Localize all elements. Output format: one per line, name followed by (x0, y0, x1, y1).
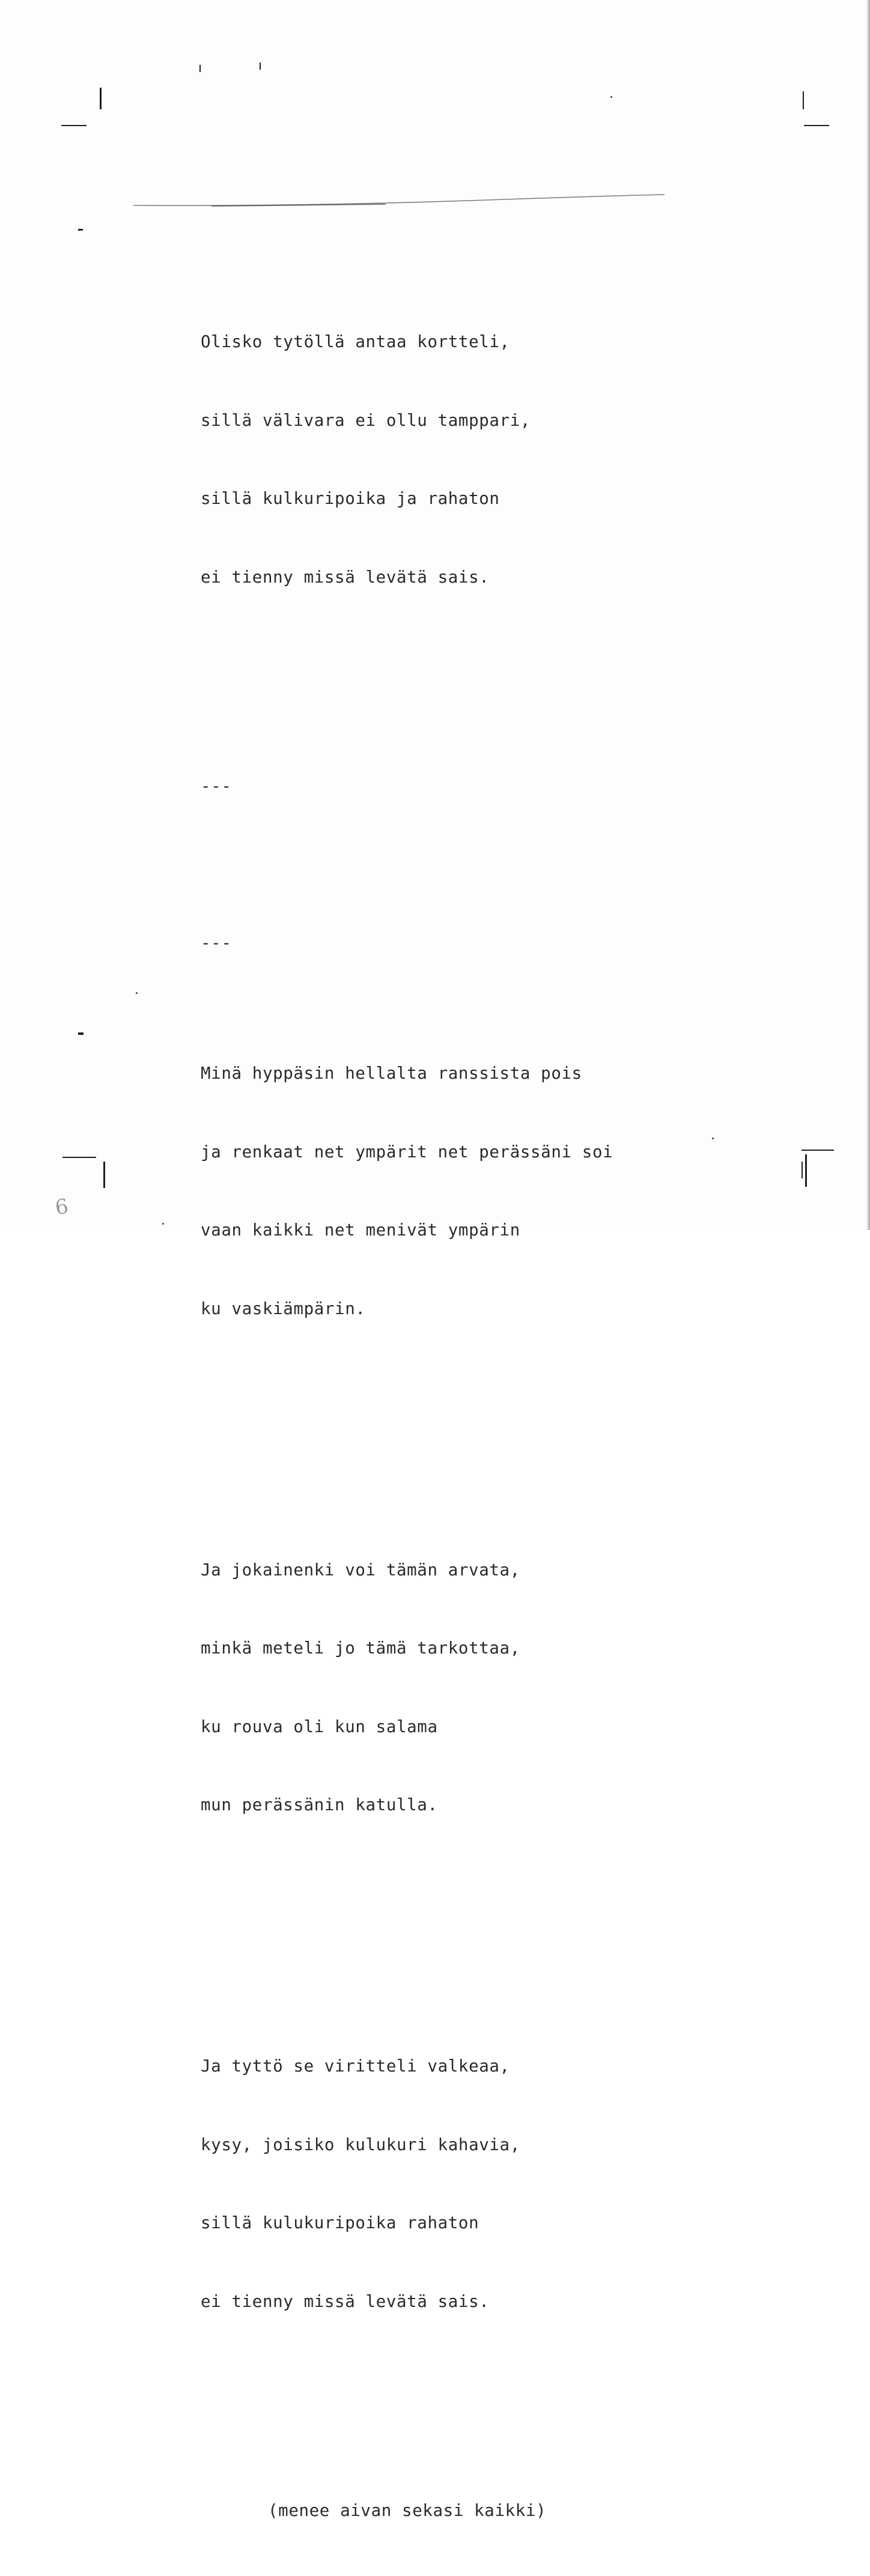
stanza-2 (201, 1008, 613, 1374)
verse-line: sillä kulkuripoika ja rahaton (201, 489, 500, 508)
stanza-4 (201, 2001, 613, 2367)
poem-text (201, 225, 613, 2576)
crop-mark-bottom-right-v2 (802, 1162, 803, 1178)
verse-line: Olisko tytöllä antaa kortteli, (201, 332, 510, 351)
stanza-gap (201, 695, 613, 721)
stanza-gap (201, 1426, 613, 1453)
speck (162, 1223, 164, 1225)
page-edge-shadow (866, 0, 870, 1230)
verse-line: Minä hyppäsin hellalta ranssista pois (201, 1064, 582, 1083)
side-dash-mark (78, 1032, 84, 1035)
stanza-3 (201, 1505, 613, 1871)
page-number: 6 (53, 1194, 70, 1220)
crop-mark-top-right-v (803, 91, 804, 109)
crop-mark-top-right-h (804, 125, 829, 126)
tick-mark (260, 62, 261, 70)
dash-separator: --- (201, 933, 232, 953)
stanza-1 (201, 277, 613, 643)
tick-mark (199, 65, 201, 72)
crop-mark-top-left-h (61, 125, 87, 126)
verse-line: ku rouva oli kun salama (201, 1717, 438, 1736)
verse-line: kysy, joisiko kulukuri kahavia, (201, 2135, 520, 2154)
verse-line: ku vaskiämpärin. (201, 1299, 366, 1318)
crop-mark-bottom-right-v (805, 1154, 807, 1187)
verse-line: Ja jokainenki voi tämän arvata, (201, 1560, 520, 1580)
verse-line: mun perässänin katulla. (201, 1795, 438, 1814)
verse-line: ei tienny missä levätä sais. (201, 2291, 490, 2311)
verse-line: Ja tyttö se viritteli valkeaa, (201, 2056, 510, 2076)
speck (136, 992, 138, 994)
crop-mark-bottom-right-h (802, 1150, 834, 1151)
verse-line: ei tienny missä levätä sais. (201, 567, 490, 587)
stanza-gap (201, 1923, 613, 1950)
closing-note: (menee aivan sekasi kaikki) (268, 2500, 547, 2520)
dash-separator: --- (201, 776, 232, 796)
speck (712, 1138, 714, 1139)
horizontal-rule (133, 193, 665, 211)
side-dash-mark (78, 229, 83, 231)
verse-line: vaan kaikki net menivät ympärin (201, 1220, 520, 1240)
crop-mark-bottom-left-h (62, 1157, 96, 1158)
stanza-gap (201, 2419, 613, 2446)
crop-mark-top-left-v (100, 88, 102, 109)
verse-line: ja renkaat net ympärit net perässäni soi (201, 1142, 613, 1162)
verse-line: sillä välivara ei ollu tamppari, (201, 410, 531, 430)
crop-mark-bottom-left-v (103, 1162, 105, 1188)
speck (610, 96, 612, 98)
stanza-gap (201, 852, 613, 878)
verse-line: sillä kulukuripoika rahaton (201, 2213, 479, 2232)
verse-line: minkä meteli jo tämä tarkottaa, (201, 1638, 520, 1658)
